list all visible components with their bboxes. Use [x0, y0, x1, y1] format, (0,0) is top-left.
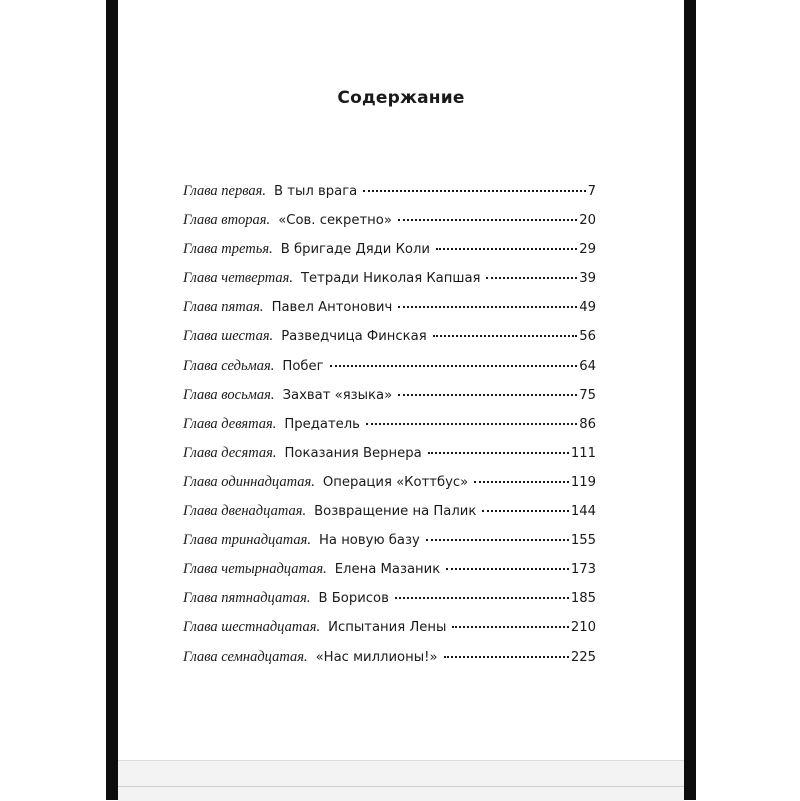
- page-number: 119: [570, 474, 596, 490]
- page-number: 155: [570, 533, 596, 549]
- toc-entry: [183, 416, 596, 445]
- toc-entry: [183, 649, 596, 678]
- page-number: 56: [579, 329, 596, 345]
- chapter-title: Побег: [282, 358, 324, 374]
- page-edge-line: [118, 786, 684, 787]
- dot-leader: [366, 423, 577, 425]
- chapter-label: Глава четырнадцатая.: [183, 561, 327, 578]
- left-dark-border: [106, 0, 118, 800]
- chapter-title: Испытания Лены: [328, 620, 447, 636]
- dot-leader: [433, 335, 578, 337]
- chapter-label: Глава первая.: [183, 183, 267, 199]
- chapter-title: Тетради Николая Капшая: [300, 271, 481, 287]
- chapter-label: Глава одиннадцатая.: [183, 473, 315, 490]
- page-number: 64: [579, 358, 596, 374]
- toc-entry: [183, 619, 596, 648]
- toc-entry: [183, 183, 596, 212]
- chapter-label: Глава пятая.: [183, 299, 264, 316]
- toc-entry: [183, 590, 596, 619]
- chapter-label: Глава третья.: [183, 241, 273, 258]
- chapter-title: В тыл врага: [274, 184, 358, 199]
- page-number: 210: [570, 620, 596, 636]
- dot-leader: [398, 306, 577, 308]
- page-number: 20: [579, 213, 596, 229]
- page-number: 185: [570, 591, 596, 607]
- page-number: 49: [579, 300, 596, 316]
- chapter-title: «Нас миллионы!»: [315, 649, 438, 665]
- chapter-label: Глава седьмая.: [183, 357, 275, 374]
- chapter-label: Глава шестая.: [183, 328, 274, 345]
- toc-entry: [183, 561, 596, 590]
- dot-leader: [395, 597, 569, 599]
- toc-entry: [183, 241, 596, 270]
- chapter-label: Глава четвертая.: [183, 270, 293, 287]
- chapter-label: Глава пятнадцатая.: [183, 590, 311, 607]
- page-number: 173: [570, 562, 596, 578]
- chapter-label: Глава шестнадцатая.: [183, 619, 321, 636]
- chapter-label: Глава десятая.: [183, 444, 277, 461]
- dot-leader: [444, 656, 569, 658]
- page-bottom-edge: [118, 760, 684, 801]
- chapter-label: Глава семнадцатая.: [183, 648, 308, 665]
- chapter-title: «Сов. секретно»: [278, 213, 392, 229]
- chapter-title: Разведчица Финская: [281, 329, 427, 345]
- toc-entry: [183, 358, 596, 387]
- dot-leader: [482, 510, 568, 512]
- toc-entry: [183, 212, 596, 241]
- chapter-label: Глава вторая.: [183, 212, 271, 229]
- page-number: 86: [579, 416, 596, 432]
- toc-entry: [183, 503, 596, 532]
- page-number: 225: [570, 649, 596, 665]
- toc-entry: [183, 387, 596, 416]
- toc-entry: [183, 270, 596, 299]
- dot-leader: [330, 365, 578, 367]
- chapter-title: Показания Вернера: [284, 445, 422, 461]
- chapter-title: Предатель: [284, 416, 360, 432]
- dot-leader: [446, 568, 569, 570]
- table-of-contents: [183, 183, 596, 678]
- chapter-label: Глава двенадцатая.: [183, 503, 307, 520]
- toc-entry: [183, 445, 596, 474]
- dot-leader: [486, 277, 577, 279]
- chapter-title: Елена Мазаник: [334, 562, 441, 578]
- dot-leader: [452, 626, 568, 628]
- dot-leader: [474, 481, 569, 483]
- chapter-label: Глава девятая.: [183, 415, 277, 432]
- chapter-title: Операция «Коттбус»: [322, 474, 469, 490]
- page-number: 7: [587, 184, 596, 199]
- dot-leader: [398, 394, 577, 396]
- page-number: 29: [579, 242, 596, 258]
- chapter-title: Павел Антонович: [271, 300, 393, 316]
- page-title: Содержание: [337, 88, 465, 108]
- toc-entry: [183, 532, 596, 561]
- chapter-title: Возвращение на Палик: [314, 504, 477, 520]
- toc-entry: [183, 328, 596, 357]
- dot-leader: [436, 248, 577, 250]
- toc-entry: [183, 299, 596, 328]
- page-number: 144: [570, 504, 596, 520]
- dot-leader: [398, 219, 577, 221]
- chapter-label: Глава тринадцатая.: [183, 532, 311, 549]
- page-number: 75: [579, 387, 596, 403]
- page-number: 39: [579, 271, 596, 287]
- chapter-label: Глава восьмая.: [183, 386, 275, 403]
- chapter-title: В Борисов: [318, 591, 389, 607]
- dot-leader: [426, 539, 569, 541]
- chapter-title: В бригаде Дяди Коли: [280, 242, 430, 258]
- chapter-title: Захват «языка»: [282, 387, 393, 403]
- chapter-title: На новую базу: [319, 533, 420, 549]
- right-dark-border: [684, 0, 696, 800]
- dot-leader: [363, 190, 585, 192]
- page-number: 111: [570, 445, 596, 461]
- dot-leader: [428, 452, 569, 454]
- toc-entry: [183, 474, 596, 503]
